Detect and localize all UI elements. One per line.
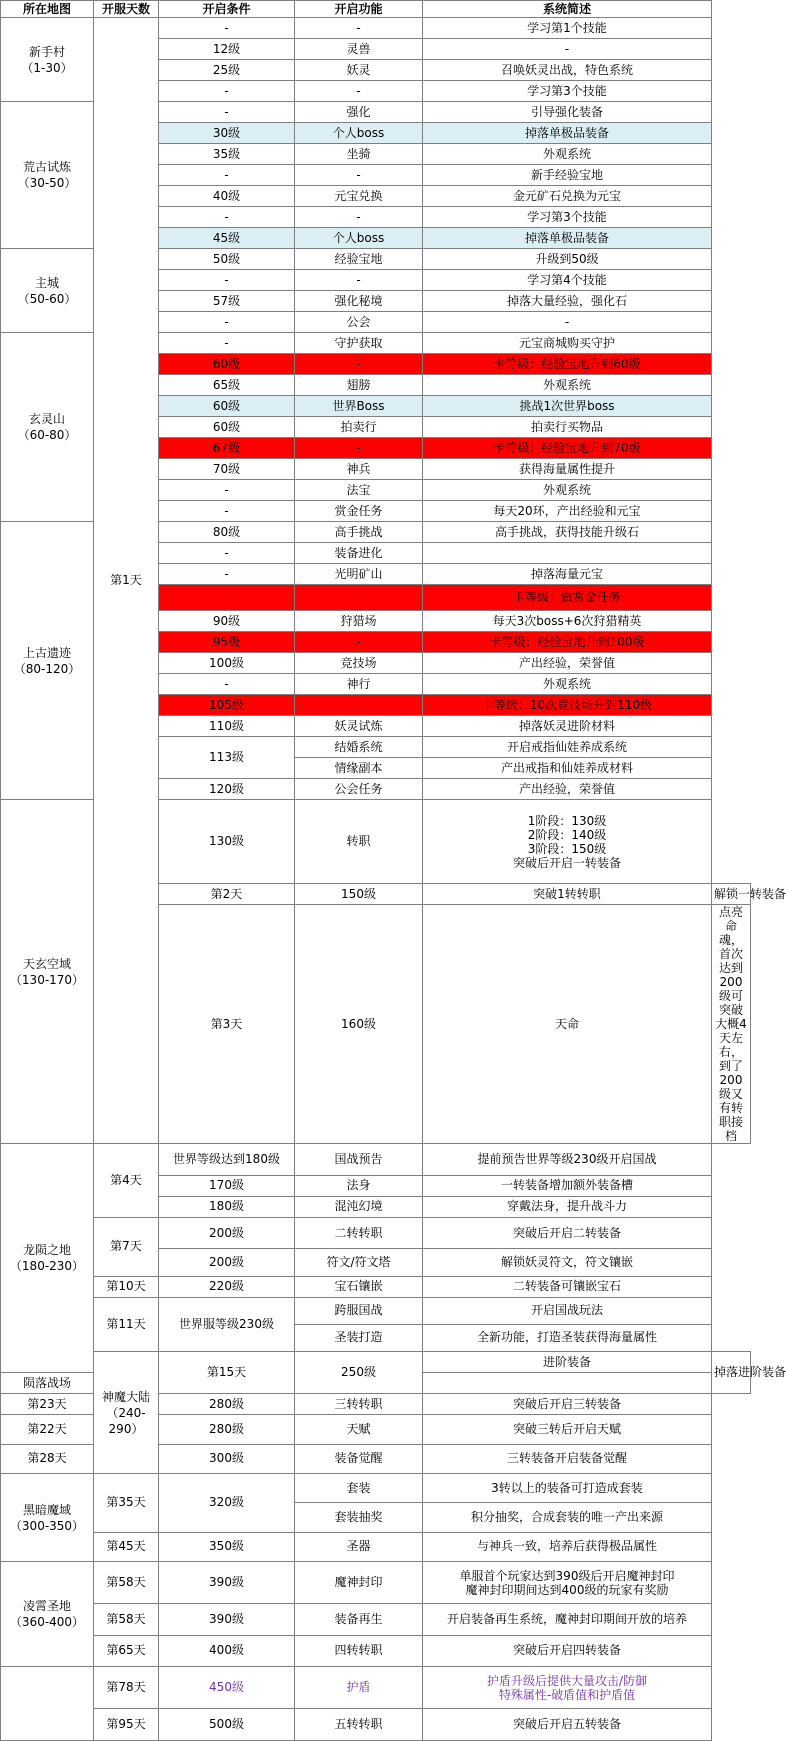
function-cell: 结婚系统 (295, 737, 423, 758)
condition-cell: 70级 (159, 459, 295, 480)
condition-cell: 170级 (159, 1175, 295, 1196)
condition-cell: 95级 (159, 632, 295, 653)
function-cell: - (295, 585, 423, 611)
map-cell: 龙陨之地 （180-230） (1, 1144, 94, 1373)
function-cell: 公会 (295, 312, 423, 333)
function-cell: 二转转职 (295, 1217, 423, 1249)
description-cell: 开启戒指仙娃养成系统 (423, 737, 712, 758)
description-cell: 卡等级：经验宝地升到70级 (423, 438, 712, 459)
table-row (1, 1217, 751, 1249)
condition-cell: - (159, 102, 295, 123)
function-cell: 神行 (295, 674, 423, 695)
description-cell: 与神兵一致，培养后获得极品属性 (423, 1532, 712, 1561)
description-cell: 卡等级：经验宝地升到60级 (423, 354, 712, 375)
day-cell: 第2天 (159, 884, 295, 905)
description-cell: 三转装备开启装备觉醒 (423, 1444, 712, 1473)
description-cell: 卡等级：经验宝地升到100级 (423, 632, 712, 653)
condition-cell: 25级 (159, 60, 295, 81)
function-cell: 光明矿山 (295, 564, 423, 585)
header-condition: 开启条件 (159, 1, 295, 18)
condition-cell: 45级 (159, 228, 295, 249)
condition-cell: 30级 (159, 123, 295, 144)
function-cell: 装备进化 (295, 543, 423, 564)
condition-cell: - (159, 207, 295, 228)
function-cell: 竞技场 (295, 653, 423, 674)
function-cell: 经验宝地 (295, 249, 423, 270)
condition-cell: 60级 (159, 354, 295, 375)
function-cell: 圣器 (295, 1532, 423, 1561)
function-cell: 守护获取 (295, 333, 423, 354)
condition-cell: 57级 (159, 291, 295, 312)
description-cell: 召唤妖灵出战，特色系统 (423, 60, 712, 81)
day-cell: 第11天 (94, 1297, 159, 1352)
condition-cell: 113级 (159, 737, 295, 779)
function-cell: 法宝 (295, 480, 423, 501)
function-cell: - (295, 18, 423, 39)
day-cell: 第58天 (94, 1562, 159, 1604)
description-cell: 学习第3个技能 (423, 81, 712, 102)
function-cell: 转职 (295, 800, 423, 884)
function-cell: 护盾 (295, 1667, 423, 1709)
table-row (1, 1709, 751, 1741)
condition-cell: - (159, 543, 295, 564)
table-row (1, 18, 751, 39)
function-cell: 装备再生 (295, 1604, 423, 1636)
condition-cell: 280级 (159, 1415, 295, 1444)
description-cell: 开启国战玩法 (423, 1297, 712, 1324)
condition-cell: 67级 (159, 438, 295, 459)
function-cell: - (295, 81, 423, 102)
function-cell: - (295, 165, 423, 186)
condition-cell: 60级 (159, 417, 295, 438)
description-cell: 积分抽奖，合成套装的唯一产出来源 (423, 1503, 712, 1532)
description-cell: 学习第4个技能 (423, 270, 712, 291)
function-cell: 天赋 (295, 1415, 423, 1444)
description-cell: 拍卖行买物品 (423, 417, 712, 438)
description-cell: 3转以上的装备可打造成套装 (423, 1473, 712, 1502)
condition-cell: 150级 (295, 884, 423, 905)
description-cell: 掉落大量经验，强化石 (423, 291, 712, 312)
function-cell: 跨服国战 (295, 1297, 423, 1324)
description-cell: 掉落妖灵进阶材料 (423, 716, 712, 737)
description-cell: 高手挑战，获得技能升级石 (423, 522, 712, 543)
table-row (1, 1562, 751, 1604)
condition-cell: 400级 (159, 1635, 295, 1667)
condition-cell: - (159, 564, 295, 585)
description-cell: 掉落单极品装备 (423, 228, 712, 249)
condition-cell: 280级 (159, 1394, 295, 1415)
day-cell: 第7天 (94, 1217, 159, 1276)
function-cell: 妖灵试炼 (295, 716, 423, 737)
description-cell: 1阶段：130级 2阶段：140级 3阶段：150级 突破后开启一转装备 (423, 800, 712, 884)
function-cell: - (295, 270, 423, 291)
table-row (1, 1352, 751, 1373)
condition-cell: - (159, 312, 295, 333)
description-cell: 突破三转后开启天赋 (423, 1415, 712, 1444)
condition-cell: - (159, 81, 295, 102)
day-cell: 第95天 (94, 1709, 159, 1741)
header-function: 开启功能 (295, 1, 423, 18)
function-cell: 情缘副本 (295, 758, 423, 779)
day-cell: 第3天 (159, 905, 295, 1144)
table-row (1, 1604, 751, 1636)
condition-cell: 80级 (159, 522, 295, 543)
function-cell: 妖灵 (295, 60, 423, 81)
condition-cell: 110级 (159, 716, 295, 737)
description-cell: 外观系统 (423, 480, 712, 501)
condition-cell: 180级 (159, 1196, 295, 1217)
description-cell: 单服首个玩家达到390级后开启魔神封印 魔神封印期间达到400级的玩家有奖励 (423, 1562, 712, 1604)
condition-cell: 390级 (159, 1604, 295, 1636)
description-cell: 穿戴法身，提升战斗力 (423, 1196, 712, 1217)
description-cell (423, 543, 712, 564)
description-cell: 元宝商城购买守护 (423, 333, 712, 354)
condition-cell: - (159, 270, 295, 291)
day-cell: 第65天 (94, 1635, 159, 1667)
condition-cell: 160级 (295, 905, 423, 1144)
day-cell: 第1天 (94, 18, 159, 1144)
function-cell: 陨落战场 (1, 1373, 94, 1394)
description-cell: 外观系统 (423, 375, 712, 396)
description-cell: 护盾升级后提供大量攻击/防御 特殊属性-破盾值和护盾值 (423, 1667, 712, 1709)
table-body (1, 18, 786, 1741)
day-cell: 第35天 (94, 1473, 159, 1532)
function-cell: 进阶装备 (423, 1352, 712, 1373)
description-cell: 引导强化装备 (423, 102, 712, 123)
function-cell: - (295, 695, 423, 716)
map-cell: 凌霄圣地 （360-400） (1, 1562, 94, 1667)
description-cell: 突破后开启五转装备 (423, 1709, 712, 1741)
function-cell: - (295, 207, 423, 228)
condition-cell: 60级 (159, 396, 295, 417)
function-cell: 突破1转转职 (423, 884, 712, 905)
function-cell: 高手挑战 (295, 522, 423, 543)
description-cell: 突破后开启二转装备 (423, 1217, 712, 1249)
day-cell: 第78天 (94, 1667, 159, 1709)
description-cell: 一转装备增加额外装备槽 (423, 1175, 712, 1196)
condition-cell: - (159, 165, 295, 186)
description-cell: 新手经验宝地 (423, 165, 712, 186)
function-cell: 强化秘境 (295, 291, 423, 312)
condition-cell: 390级 (159, 1562, 295, 1604)
condition-cell: - (159, 480, 295, 501)
function-cell: - (295, 354, 423, 375)
description-cell: 掉落单极品装备 (423, 123, 712, 144)
table-row (1, 1635, 751, 1667)
function-cell: 赏金任务 (295, 501, 423, 522)
day-cell: 第45天 (94, 1532, 159, 1561)
map-cell: 天玄空域 （130-170） (1, 800, 94, 1144)
function-cell: 魔神封印 (295, 1562, 423, 1604)
condition-cell: 65级 (159, 375, 295, 396)
function-cell: 宝石镶嵌 (295, 1276, 423, 1297)
map-cell: 上古遗迹 （80-120） (1, 522, 94, 800)
header-day: 开服天数 (94, 1, 159, 18)
day-cell: 第4天 (94, 1144, 159, 1218)
condition-cell: 120级 (159, 779, 295, 800)
function-cell: 元宝兑换 (295, 186, 423, 207)
function-cell: 翅膀 (295, 375, 423, 396)
function-cell: 坐骑 (295, 144, 423, 165)
condition-cell: 世界服等级230级 (159, 1297, 295, 1352)
description-cell: 点亮命魂，首次达到200级可突破 大概4天左右，到了200级又有转职接档 (712, 905, 751, 1144)
header-description: 系统简述 (423, 1, 712, 18)
function-cell: 公会任务 (295, 779, 423, 800)
function-cell: 拍卖行 (295, 417, 423, 438)
condition-cell: 500级 (159, 1709, 295, 1741)
function-cell: 混沌幻境 (295, 1196, 423, 1217)
map-cell (1, 1667, 94, 1741)
day-cell: 第23天 (1, 1394, 94, 1415)
table-row (1, 1667, 751, 1709)
day-cell: 第10天 (94, 1276, 159, 1297)
condition-cell: 200级 (159, 1249, 295, 1276)
description-cell: 产出戒指和仙娃养成材料 (423, 758, 712, 779)
description-cell: 外观系统 (423, 144, 712, 165)
table-row (1, 1532, 751, 1561)
function-cell: 强化 (295, 102, 423, 123)
condition-cell: 300级 (159, 1444, 295, 1473)
function-cell: - (295, 438, 423, 459)
function-cell: 符文/符文塔 (295, 1249, 423, 1276)
condition-cell: 50级 (159, 249, 295, 270)
map-cell: 神魔大陆 （240-290） (94, 1352, 159, 1474)
header-row (1, 1, 751, 18)
description-cell: - (423, 39, 712, 60)
condition-cell: 100级 (159, 653, 295, 674)
description-cell: 解锁一转装备 (712, 884, 751, 905)
condition-cell: 450级 (159, 1667, 295, 1709)
table-row (1, 1276, 751, 1297)
function-cell: 套装 (295, 1473, 423, 1502)
description-cell: 二转装备可镶嵌宝石 (423, 1276, 712, 1297)
condition-cell: 130级 (159, 800, 295, 884)
function-cell: 世界Boss (295, 396, 423, 417)
function-cell: 天命 (423, 905, 712, 1144)
condition-cell: 220级 (159, 1276, 295, 1297)
description-cell: 卡等级：10次竞技场升到110级 (423, 695, 712, 716)
condition-cell: 105级 (159, 695, 295, 716)
condition-cell: - (159, 674, 295, 695)
function-cell: 圣装打造 (295, 1324, 423, 1351)
function-cell: 国战预告 (295, 1144, 423, 1176)
table-row (1, 1144, 751, 1176)
description-cell: 学习第3个技能 (423, 207, 712, 228)
description-cell: 产出经验，荣誉值 (423, 779, 712, 800)
map-cell: 荒古试炼 （30-50） (1, 102, 94, 249)
condition-cell: - (159, 333, 295, 354)
description-cell: 每天3次boss+6次狩猎精英 (423, 611, 712, 632)
condition-cell: 200级 (159, 1217, 295, 1249)
condition-cell: 320级 (159, 1473, 295, 1532)
description-cell: 升级到50级 (423, 249, 712, 270)
day-cell: 第15天 (159, 1352, 295, 1394)
description-cell: 全新功能，打造圣装获得海量属性 (423, 1324, 712, 1351)
function-cell: 套装抽奖 (295, 1503, 423, 1532)
function-cell: 灵兽 (295, 39, 423, 60)
function-cell: 四转转职 (295, 1635, 423, 1667)
description-cell: 掉落海量元宝 (423, 564, 712, 585)
function-cell: 个人boss (295, 228, 423, 249)
description-cell: 获得海量属性提升 (423, 459, 712, 480)
condition-cell: 90级 (159, 611, 295, 632)
function-cell: 三转转职 (295, 1394, 423, 1415)
function-cell: 五转转职 (295, 1709, 423, 1741)
description-cell: 学习第1个技能 (423, 18, 712, 39)
description-cell: 提前预告世界等级230级开启国战 (423, 1144, 712, 1176)
condition-cell: - (159, 501, 295, 522)
description-cell: 挑战1次世界boss (423, 396, 712, 417)
description-cell: 卡等级：做赏金任务 (423, 585, 712, 611)
condition-cell: 40级 (159, 186, 295, 207)
condition-cell: - (159, 585, 295, 611)
condition-cell: 35级 (159, 144, 295, 165)
description-cell: - (423, 312, 712, 333)
description-cell: 突破后开启三转装备 (423, 1394, 712, 1415)
description-cell: 每天20环，产出经验和元宝 (423, 501, 712, 522)
function-cell: 装备觉醒 (295, 1444, 423, 1473)
condition-cell: 世界等级达到180级 (159, 1144, 295, 1176)
condition-cell: - (159, 18, 295, 39)
function-cell: 个人boss (295, 123, 423, 144)
function-cell: 狩猎场 (295, 611, 423, 632)
header-map: 所在地图 (1, 1, 94, 18)
description-cell: 产出经验，荣誉值 (423, 653, 712, 674)
map-cell: 新手村 （1-30） (1, 18, 94, 102)
description-cell: 外观系统 (423, 674, 712, 695)
function-cell: 法身 (295, 1175, 423, 1196)
table-row (1, 1297, 751, 1324)
condition-cell: 350级 (159, 1532, 295, 1561)
table-row (1, 1473, 751, 1502)
function-cell: - (295, 632, 423, 653)
day-cell: 第22天 (1, 1415, 94, 1444)
description-cell: 解锁妖灵符文，符文镶嵌 (423, 1249, 712, 1276)
condition-cell: 250级 (295, 1352, 423, 1394)
description-cell: 掉落进阶装备 (712, 1352, 751, 1394)
description-cell: 开启装备再生系统，魔神封印期间开放的培养 (423, 1604, 712, 1636)
function-cell: 神兵 (295, 459, 423, 480)
description-cell: 金元矿石兑换为元宝 (423, 186, 712, 207)
condition-cell: 12级 (159, 39, 295, 60)
description-cell: 突破后开启四转装备 (423, 1635, 712, 1667)
map-cell: 玄灵山 （60-80） (1, 333, 94, 522)
map-cell: 黑暗魔域 （300-350） (1, 1473, 94, 1561)
day-cell: 第58天 (94, 1604, 159, 1636)
map-cell: 主城 （50-60） (1, 249, 94, 333)
day-cell: 第28天 (1, 1444, 94, 1473)
